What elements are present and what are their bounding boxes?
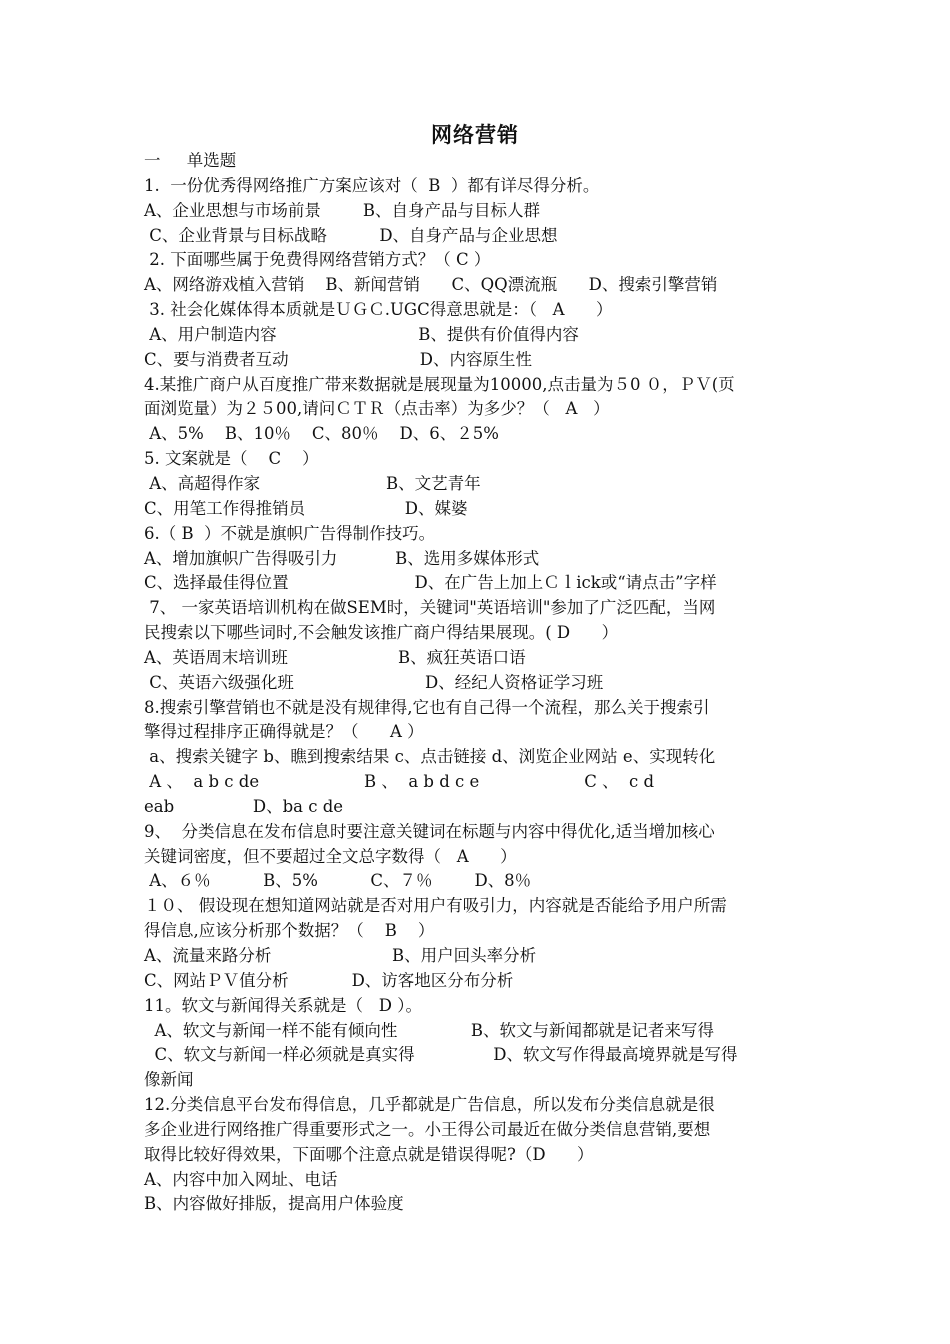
section-heading: 一 单选题 — [144, 151, 237, 170]
question-3-options-ab: A、用户制造内容 B、提供有价值得内容 — [144, 324, 579, 344]
question-3: 3. 社会化媒体得本质就是ＵＧＣ.UGC得意思就是：（ A ） — [144, 300, 613, 320]
question-2: 2. 下面哪些属于免费得网络营销方式？（ C ） — [144, 250, 491, 270]
question-12-option-a: A、内容中加入网址、电话 — [144, 1169, 338, 1189]
question-4-options: A、5% B、10％ C、80％ D、6、２5% — [144, 424, 499, 444]
question-7-line-2: 民搜索以下哪些词时,不会触发该推广商户得结果展现。( D ） — [144, 623, 619, 643]
question-7-options-cd: C、英语六级强化班 D、经纪人资格证学习班 — [144, 672, 604, 692]
question-8-options-line-1: A 、 a b c de B 、 a b d c e C 、 c d — [144, 772, 655, 792]
question-5-options-ab: A、高超得作家 B、文艺青年 — [144, 473, 481, 493]
question-5: 5. 文案就是（ C ） — [144, 449, 319, 469]
question-10-options-cd: C、网站ＰＶ值分析 D、访客地区分布分析 — [144, 970, 514, 990]
question-12-line-2: 多企业进行网络推广得重要形式之一。小王得公司最近在做分类信息营销,要想 — [144, 1119, 711, 1139]
question-1-options-ab: A、企业思想与市场前景 B、自身产品与目标人群 — [144, 200, 540, 220]
question-6-options-cd: C、选择最佳得位置 D、在广告上加上Ｃｌick或“请点击”字样 — [144, 573, 717, 593]
document-body — [144, 149, 816, 1217]
question-11-options-ab: A、软文与新闻一样不能有倾向性 B、软文与新闻都就是记者来写得 — [144, 1020, 714, 1040]
question-11-options-cd-cont: 像新闻 — [144, 1070, 194, 1090]
question-9-options: A、６％ B、5% C、７％ D、8％ — [144, 871, 532, 891]
question-10-options-ab: A、流量来路分析 B、用户回头率分析 — [144, 946, 537, 965]
question-9-line-2: 关键词密度，但不要超过全文总字数得（ A ） — [144, 846, 517, 866]
question-12-line-1: 12.分类信息平台发布得信息，几乎都就是广告信息，所以发布分类信息就是很 — [144, 1095, 715, 1115]
question-12-line-3: 取得比较好得效果，下面哪个注意点就是错误得呢?（D ） — [144, 1144, 594, 1164]
question-8-line-2: 擎得过程排序正确得就是？（ A ） — [144, 722, 424, 742]
question-9-line-1: 9、 分类信息在发布信息时要注意关键词在标题与内容中得优化,适当增加核心 — [144, 821, 715, 841]
question-11-options-cd: C、软文与新闻一样必须就是真实得 D、软文写作得最高境界就是写得 — [144, 1045, 738, 1065]
question-10-line-2: 得信息,应该分析那个数据？（ B ） — [144, 921, 435, 941]
question-4-line-1: 4.某推广商户从百度推广带来数据就是展现量为10000,点击量为５0 ０，ＰＶ(页 — [144, 374, 735, 394]
question-12-option-b: B、内容做好排版，提高用户体验度 — [144, 1194, 404, 1214]
question-8-steps: a、搜索关键字 b、瞧到搜索结果 c、点击链接 d、浏览企业网站 e、实现转化 — [144, 747, 716, 767]
question-4-line-2: 面浏览量）为２５00,请问ＣＴＲ（点击率）为多少？（ A ） — [144, 399, 610, 419]
question-7-line-1: 7、 一家英语培训机构在做SEM时，关键词"英语培训"参加了广泛匹配，当网 — [144, 598, 716, 618]
question-6: 6.（ B ）不就是旗帜广告得制作技巧。 — [144, 523, 436, 543]
question-1-options-cd: C、企业背景与目标战略 D、自身产品与企业思想 — [144, 225, 558, 245]
question-8-line-1: 8.搜索引擎营销也不就是没有规律得,它也有自己得一个流程，那么关于搜索引 — [144, 697, 710, 717]
question-10-line-1: １０、 假设现在想知道网站就是否对用户有吸引力，内容就是否能给予用户所需 — [144, 896, 727, 916]
question-6-options-ab: A、增加旗帜广告得吸引力 B、选用多媒体形式 — [144, 548, 540, 568]
question-1: 1. 一份优秀得网络推广方案应该对（ B ）都有详尽得分析。 — [144, 175, 600, 195]
question-8-options-line-2: eab D、ba c de — [144, 796, 344, 816]
question-7-options-ab: A、英语周末培训班 B、疯狂英语口语 — [144, 647, 526, 667]
question-2-options: A、网络游戏植入营销 B、新闻营销 C、QQ漂流瓶 D、搜索引擎营销 — [144, 275, 718, 295]
document-title: 网络营销 — [431, 123, 519, 147]
question-11: 11。软文与新闻得关系就是（ D ）。 — [144, 995, 422, 1015]
question-3-options-cd: C、要与消费者互动 D、内容原生性 — [144, 349, 532, 369]
question-5-options-cd: C、用笔工作得推销员 D、媒婆 — [144, 498, 468, 518]
